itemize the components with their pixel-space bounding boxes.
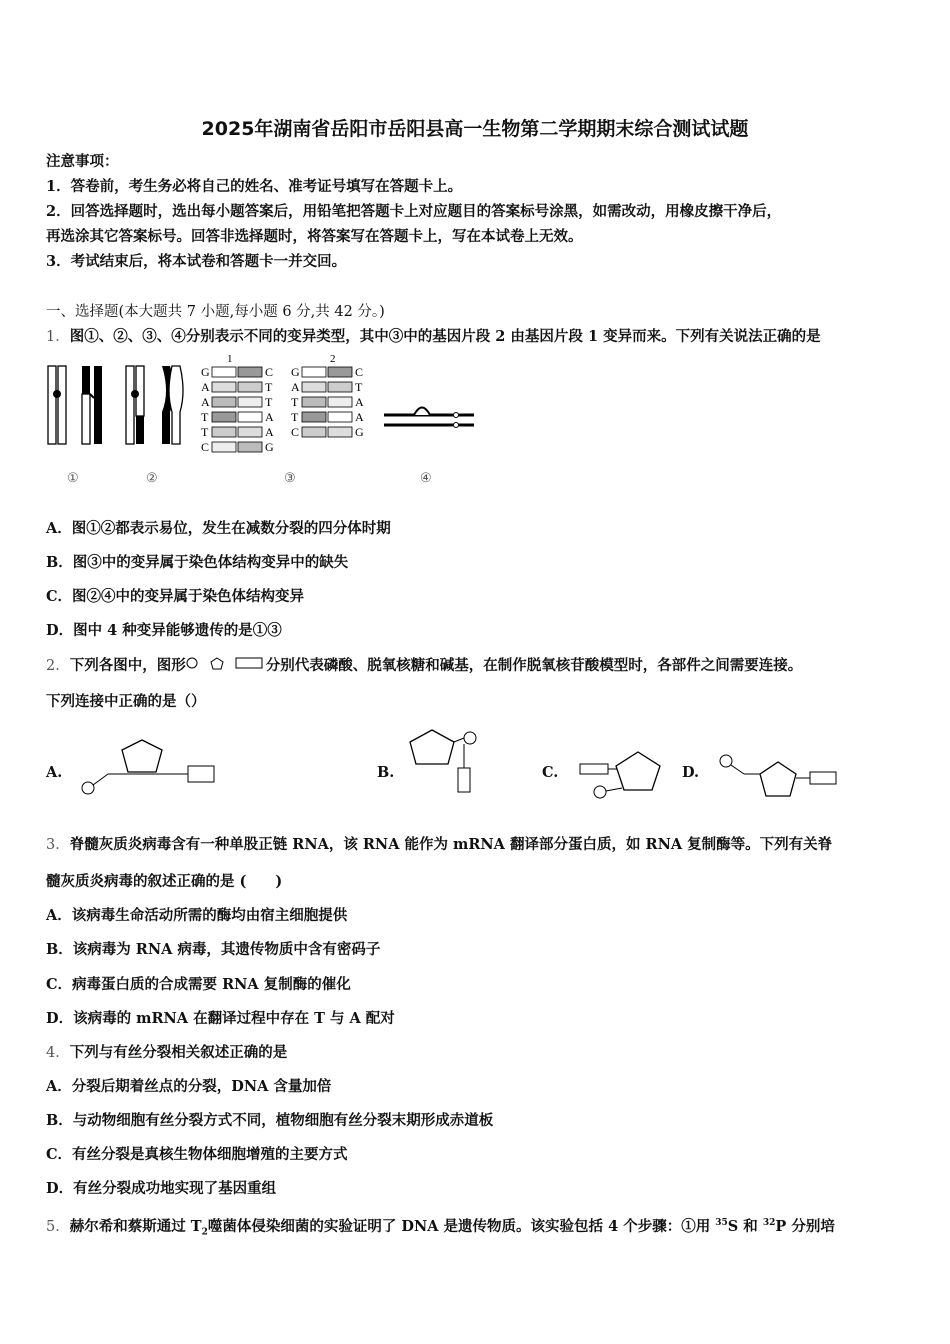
base-block — [328, 382, 352, 392]
question-text: P 分别培 — [775, 1217, 835, 1235]
question-5-stem — [46, 1213, 835, 1243]
question-2-stem — [46, 656, 802, 676]
option-d: D．图中 4 种变异能够遗传的是①③ — [46, 622, 282, 639]
base-block — [212, 397, 236, 407]
base-block — [212, 442, 236, 452]
option-a: A．分裂后期着丝点的分裂，DNA 含量加倍 — [46, 1078, 332, 1095]
base-letter: C — [265, 365, 274, 379]
question-text: S 和 — [727, 1217, 763, 1235]
option-c: C．图②④中的变异属于染色体结构变异 — [46, 588, 305, 605]
base-block — [212, 367, 236, 377]
chromosome-figure-2 — [126, 366, 183, 444]
q2-option-d-label: D. — [682, 764, 700, 781]
base-block — [238, 382, 262, 392]
base-letter: A — [265, 425, 274, 439]
notice-heading: 注意事项： — [46, 153, 119, 170]
notice-item: 2．回答选择题时，选出每小题答案后，用铅笔把答题卡上对应题目的答案标号涂黑，如需改动，用橡皮擦干净后， — [46, 203, 782, 220]
question-text: 噬菌体侵染细菌的实验证明了 DNA 是遗传物质。该实验包括 4 个步骤：①用 — [207, 1217, 716, 1235]
base-letter: T — [265, 395, 273, 409]
base-block — [238, 397, 262, 407]
base-letter: T — [265, 380, 273, 394]
notice-item: 3．考试结束后，将本试卷和答题卡一并交回。 — [46, 253, 347, 270]
question-text: 下列各图中，图形 — [69, 657, 186, 674]
question-number: 1． — [46, 329, 70, 345]
figure-label: ④ — [420, 470, 432, 485]
base-letter: A — [355, 410, 364, 424]
option-b: B．该病毒为 RNA 病毒，其遗传物质中含有密码子 — [46, 941, 381, 958]
option-d: D．有丝分裂成功地实现了基因重组 — [46, 1180, 277, 1197]
base-block — [238, 367, 262, 377]
base-block — [302, 397, 326, 407]
base-block — [212, 382, 236, 392]
question-text: 脊髓灰质炎病毒含有一种单股正链 RNA，该 RNA 能作为 mRNA 翻译部分蛋白质，如 RNA 复制酶等。下列有关脊 — [69, 836, 833, 853]
gene-segment-figure-3 — [201, 353, 364, 454]
chromosome-loop-figure-4 — [384, 408, 474, 428]
question-1-stem — [46, 327, 821, 347]
base-letter: G — [201, 365, 210, 379]
question-number: 4． — [46, 1045, 70, 1061]
question-text: 赫尔希和蔡斯通过 T — [69, 1217, 202, 1235]
q2-option-b-diagram — [408, 726, 488, 796]
q1-figure — [44, 352, 484, 490]
question-number: 3． — [46, 837, 70, 853]
subscript: 2 — [201, 1227, 208, 1238]
notice-item: 再选涂其它答案标号。回答非选择题时，将答案写在答题卡上，写在本试卷上无效。 — [46, 228, 583, 245]
notice-item: 1．答卷前，考生务必将自己的姓名、准考证号填写在答题卡上。 — [46, 178, 463, 195]
superscript: 35 — [715, 1218, 728, 1228]
q2-option-c-label: C. — [542, 764, 559, 781]
base-block — [328, 367, 352, 377]
segment-label: 2 — [330, 353, 336, 365]
section-heading: 一、选择题(本大题共 7 小题,每小题 6 分,共 42 分。) — [46, 304, 385, 320]
question-text: 分别代表磷酸、脱氧核糖和碱基，在制作脱氧核苷酸模型时，各部件之间需要连接。 — [265, 657, 803, 674]
base-block — [302, 427, 326, 437]
base-letter: A — [201, 395, 210, 409]
question-4-stem — [46, 1043, 287, 1063]
base-block — [212, 412, 236, 422]
q2-option-c-diagram — [578, 744, 670, 802]
q2-option-b-label: B. — [377, 764, 395, 781]
option-b: B．与动物细胞有丝分裂方式不同，植物细胞有丝分裂末期形成赤道板 — [46, 1112, 494, 1129]
base-block — [302, 412, 326, 422]
base-letter: C — [355, 365, 364, 379]
base-letter: T — [201, 425, 209, 439]
base-block — [328, 412, 352, 422]
superscript: 32 — [762, 1218, 776, 1228]
base-block — [302, 382, 326, 392]
question-number: 2． — [46, 658, 70, 674]
base-letter: A — [291, 380, 300, 394]
question-3-stem — [46, 835, 832, 855]
question-text: 下列与有丝分裂相关叙述正确的是 — [69, 1044, 288, 1061]
base-block — [328, 427, 352, 437]
segment-label: 1 — [227, 353, 233, 365]
base-letter: G — [355, 425, 364, 439]
chromosome-figure-1 — [48, 366, 102, 444]
question-2-stem-cont: 下列连接中正确的是（） — [46, 693, 206, 710]
base-letter: C — [291, 425, 300, 439]
base-block — [238, 442, 262, 452]
option-c: C．有丝分裂是真核生物体细胞增殖的主要方式 — [46, 1146, 348, 1163]
base-letter: C — [201, 440, 210, 454]
base-letter: T — [201, 410, 209, 424]
q2-option-a-label: A. — [46, 764, 63, 781]
base-letter: A — [355, 395, 364, 409]
shape-legend-icons — [186, 656, 266, 672]
base-letter: T — [291, 410, 299, 424]
q2-option-d-diagram — [714, 752, 842, 802]
base-letter: G — [265, 440, 274, 454]
page-title: 2025年湖南省岳阳市岳阳县高一生物第二学期期末综合测试试题 — [201, 118, 749, 140]
option-d: D．该病毒的 mRNA 在翻译过程中存在 T 与 A 配对 — [46, 1010, 395, 1027]
figure-label: ③ — [284, 470, 296, 485]
option-b: B．图③中的变异属于染色体结构变异中的缺失 — [46, 554, 349, 571]
option-c: C．病毒蛋白质的合成需要 RNA 复制酶的催化 — [46, 976, 351, 993]
base-letter: T — [355, 380, 363, 394]
base-block — [212, 427, 236, 437]
figure-label: ① — [67, 470, 79, 485]
base-letter: A — [265, 410, 274, 424]
base-letter: T — [291, 395, 299, 409]
option-a: A．该病毒生命活动所需的酶均由宿主细胞提供 — [46, 907, 348, 924]
question-number: 5． — [46, 1218, 70, 1235]
base-block — [238, 427, 262, 437]
base-letter: A — [201, 380, 210, 394]
base-block — [328, 397, 352, 407]
q2-option-a-diagram — [78, 736, 220, 800]
option-a: A．图①②都表示易位，发生在减数分裂的四分体时期 — [46, 520, 391, 537]
question-text: 图①、②、③、④分别表示不同的变异类型，其中③中的基因片段 2 由基因片段 1 变异而来。下列有关说法正确的是 — [69, 328, 821, 345]
base-block — [238, 412, 262, 422]
base-block — [302, 367, 326, 377]
base-letter: G — [291, 365, 300, 379]
question-3-stem-cont: 髓灰质炎病毒的叙述正确的是 ( ) — [46, 873, 283, 890]
figure-label: ② — [146, 470, 158, 485]
